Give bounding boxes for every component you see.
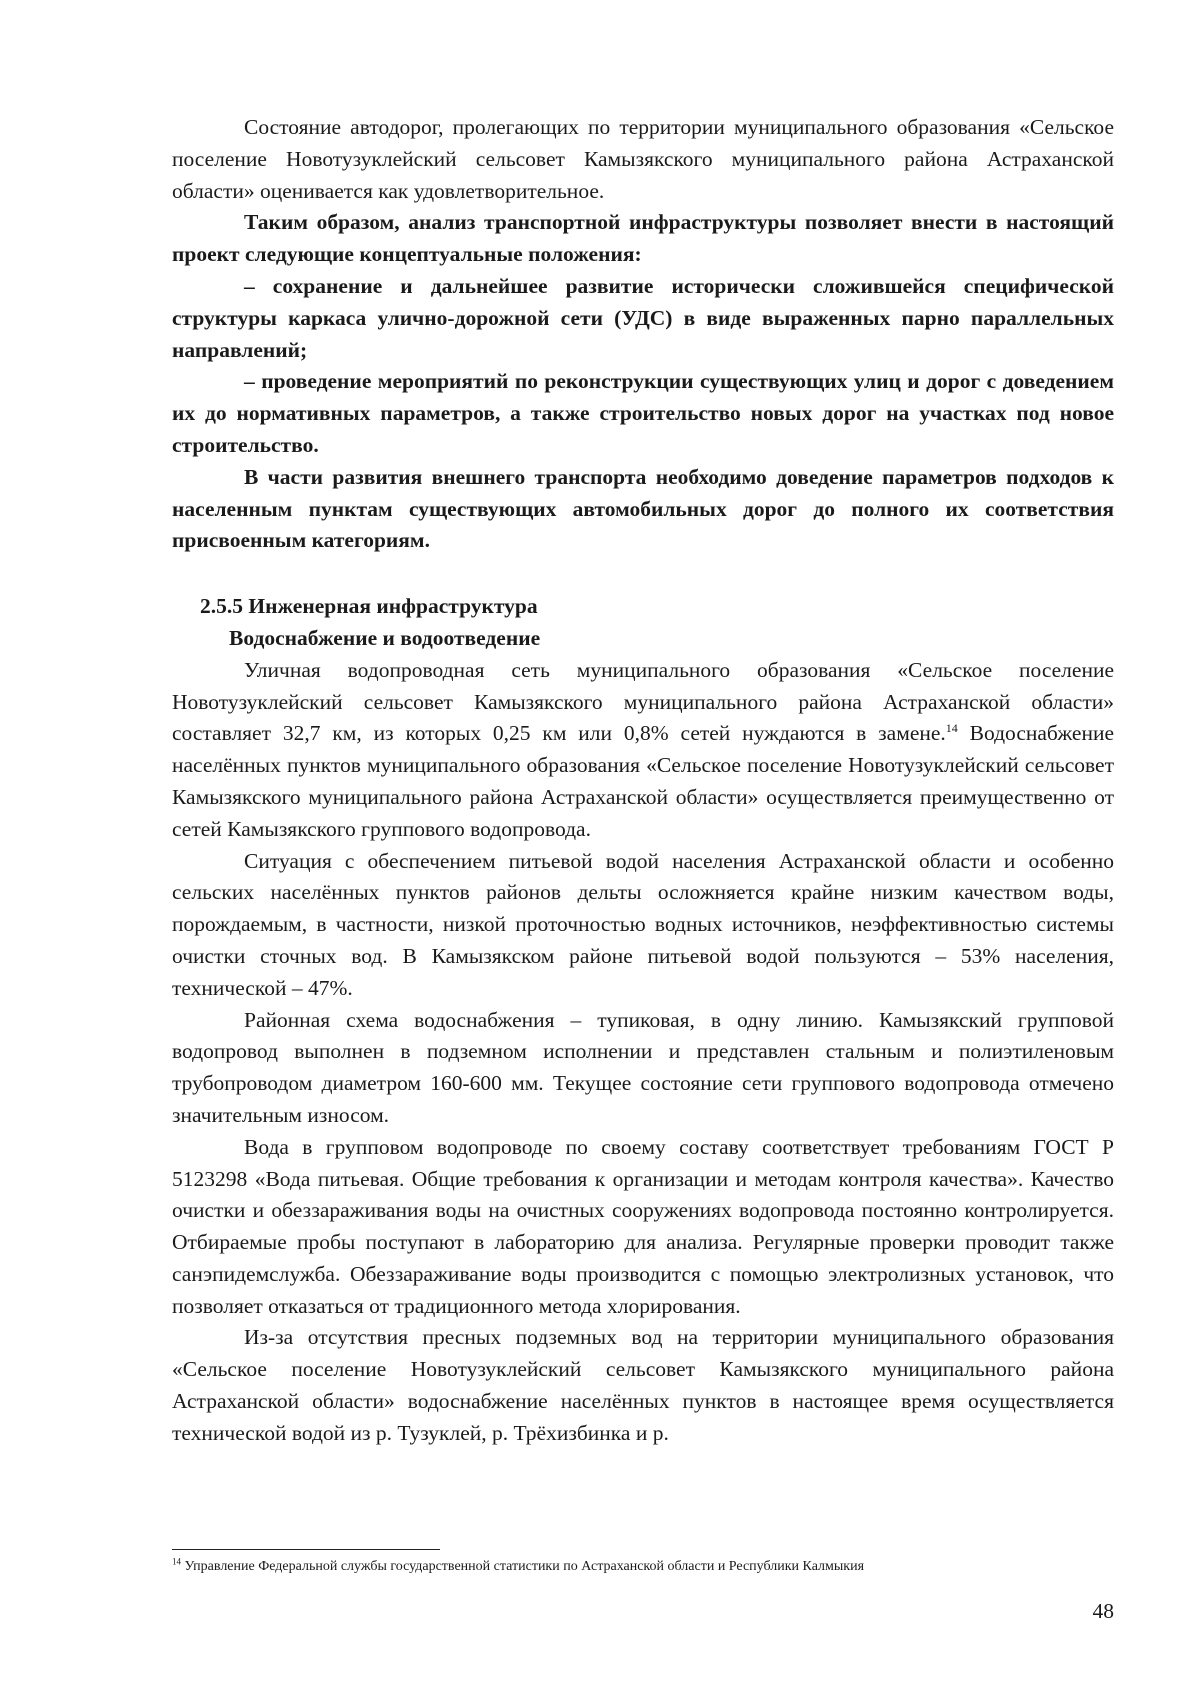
paragraph-drinking-water: Ситуация с обеспечением питьевой водой населения Астраханской области и особенно сельских населённых пунктов районов дельты осложняется крайне низким качеством воды, порождаемым, в частности, низкой проточностью водных источников, неэффективностью системы очистки сточных вод. В Камызякском районе питьевой водой пользуются – 53% населения, технической – 47%. [172,848,1114,1000]
paragraph-item-preservation: – сохранение и дальнейшее развитие исторически сложившейся специфической структуры каркаса улично-дорожной сети (УДС) в виде выраженных парно параллельных направлений; [172,273,1114,362]
footnote [172,1558,1114,1576]
paragraph-technical-water: Из-за отсутствия пресных подземных вод на территории муниципального образования «Сельское поселение Новотузуклейский сельсовет Камызякского муниципального района Астраханской области» водоснабжение населённых пунктов в настоящее время осуществляется технической водой из р. Тузуклей, р. Трёхизбинка и р. [172,1325,1114,1445]
section-spacer [172,557,1114,591]
section-heading: 2.5.5 Инженерная инфраструктура [200,594,538,619]
water-network-text: Уличная водопроводная сеть муниципального образования «Сельское поселение Новотузуклейский сельсовет Камызякского муниципального района Астраханской области» составляет 32,7 км, из которых 0,25 км или 0,8% сетей нуждаются в замене. [172,657,1114,746]
paragraph-external-transport: В части развития внешнего транспорта необходимо доведение параметров подходов к населенным пунктам существующих автомобильных дорог до полного их соответствия присвоенным категориям. [172,464,1114,553]
paragraph-item-reconstruction: – проведение мероприятий по реконструкции существующих улиц и дорог с доведением их до нормативных параметров, а также строительство новых дорог на участках под новое строительство. [172,369,1114,457]
paragraph-conclusion-intro: Таким образом, анализ транспортной инфраструктуры позволяет внести в настоящий проект следующие концептуальные положения: [172,210,1114,267]
footnote-reference[interactable]: 14 [945,721,958,736]
page-number: 48 [1092,1599,1114,1623]
section-subheading: Водоснабжение и водоотведение [229,625,541,650]
paragraph-water-quality: Вода в групповом водопроводе по своему составу соответствует требованиям ГОСТ Р 5123298 «Вода питьевая. Общие требования к организации и методам контроля качества». Качество очистки и обеззараживания воды на очистных сооружениях водопровода постоянно контролируется. Отбираемые пробы поступают в лабораторию для анализа. Регулярные проверки проводит также санэпидемслужба. Обеззараживание воды производится с помощью электролизных установок, что позволяет отказаться от традиционного метода хлорирования. [172,1134,1114,1318]
footnote-text: Управление Федеральной службы государственной статистики по Астраханской области и Республики Калмыкия [181,1559,865,1574]
paragraph-supply-scheme: Районная схема водоснабжения – тупиковая, в одну линию. Камызякский групповой водопровод выполнен в подземном исполнении и представлен стальным и полиэтиленовым трубопроводом диаметром 160-600 мм. Текущее состояние сети группового водопровода отмечено значительным износом. [172,1007,1114,1127]
water-supply-text: Водоснабжение населённых пунктов муниципального образования «Сельское поселение Новотузуклейский сельсовет Камызякского муниципального района Астраханской области» осуществляется преимущественно от сетей Камызякского группового водопровода. [172,721,1115,841]
footnote-divider [172,1549,440,1550]
footnote-marker: 14 [172,1556,181,1567]
paragraph-roads-condition: Состояние автодорог, пролегающих по территории муниципального образования «Сельское поселение Новотузуклейский сельсовет Камызякского муниципального района Астраханской области» оценивается как удовлетворительное. [172,115,1114,203]
paragraph-water-network [172,655,1114,846]
document-page [172,112,1114,1450]
